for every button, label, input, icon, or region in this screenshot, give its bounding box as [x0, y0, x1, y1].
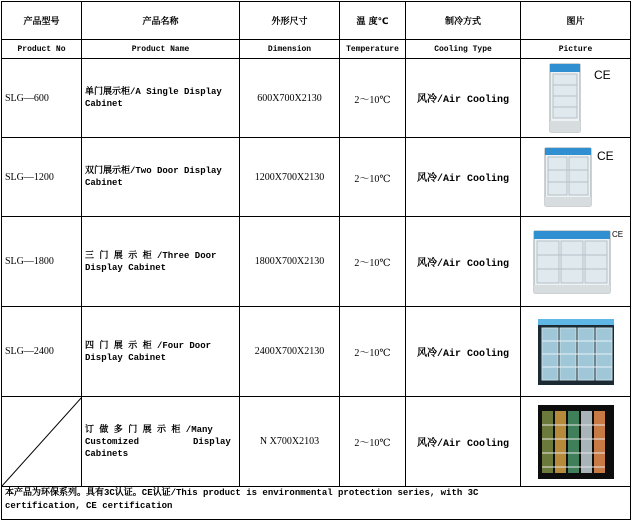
product-no: SLG—2400	[2, 307, 82, 397]
dimension: 1200X700X2130	[240, 138, 340, 217]
product-no-empty	[2, 397, 82, 487]
product-name-line: 三 门 展 示 柜 /Three Door	[85, 250, 217, 261]
header-cooling-cn: 制冷方式	[406, 2, 521, 40]
table-row	[2, 138, 631, 217]
product-name-line: Cabinets	[85, 448, 129, 459]
header-product-no-en: Product No	[2, 40, 82, 59]
spec-sheet	[1, 1, 630, 520]
diagonal-slash	[2, 397, 82, 486]
ce-mark: CE	[611, 229, 623, 239]
header-row-cn	[2, 2, 631, 40]
header-temperature-cn: 温 度℃	[340, 2, 406, 40]
header-temperature-en: Temperature	[340, 40, 406, 59]
table-row	[2, 307, 631, 397]
product-no: SLG—1800	[2, 217, 82, 307]
temperature: 2～10℃	[340, 138, 406, 217]
table-row	[2, 397, 631, 487]
single-door-cabinet-image	[536, 61, 616, 135]
header-cooling-en: Cooling Type	[406, 40, 521, 59]
product-name-line: Display Cabinet	[85, 352, 167, 363]
cooling-type: 风冷/Air Cooling	[406, 307, 521, 397]
product-name-line: Cabinet	[85, 99, 123, 109]
product-name	[82, 397, 240, 487]
product-name-line: Cabinet	[85, 178, 123, 188]
ce-mark: CE	[596, 149, 614, 163]
product-name-line: 四 门 展 示 柜 /Four Door	[85, 340, 212, 351]
temperature: 2～10℃	[340, 307, 406, 397]
two-door-cabinet-image	[531, 144, 621, 210]
cooling-type: 风冷/Air Cooling	[406, 138, 521, 217]
header-product-name-cn: 产品名称	[82, 2, 240, 40]
header-picture-cn: 图片	[521, 2, 631, 40]
temperature: 2～10℃	[340, 217, 406, 307]
footer-line: certification, CE certification	[5, 501, 173, 511]
product-name-line: 单门展示柜/A Single Display	[85, 87, 222, 97]
dimension: N X700X2103	[240, 397, 340, 487]
footer-row	[2, 487, 631, 520]
product-spec-table	[1, 1, 631, 520]
cooling-type: 风冷/Air Cooling	[406, 217, 521, 307]
three-door-cabinet-image	[526, 225, 626, 299]
product-picture	[521, 217, 631, 307]
temperature: 2～10℃	[340, 397, 406, 487]
multi-door-cabinet-image	[536, 403, 616, 481]
table-row	[2, 59, 631, 138]
dimension: 1800X700X2130	[240, 217, 340, 307]
product-name	[82, 307, 240, 397]
dimension: 600X700X2130	[240, 59, 340, 138]
product-name	[82, 217, 240, 307]
product-name-line: 订 做 多 门 展 示 柜 /Many	[85, 424, 213, 435]
product-name-line: Customized Display	[85, 436, 231, 447]
header-picture-en: Picture	[521, 40, 631, 59]
product-name	[82, 138, 240, 217]
header-dimension-cn: 外形尺寸	[240, 2, 340, 40]
header-row-en	[2, 40, 631, 59]
product-picture	[521, 138, 631, 217]
footer-line: 本产品为环保系列。具有3C认证。CE认证/This product is environmental protection series, with 3C	[5, 488, 479, 498]
product-picture	[521, 397, 631, 487]
product-name	[82, 59, 240, 138]
four-door-cabinet-image	[536, 317, 616, 387]
product-no: SLG—1200	[2, 138, 82, 217]
cooling-type: 风冷/Air Cooling	[406, 59, 521, 138]
product-name-line: Display Cabinet	[85, 262, 167, 273]
header-product-no-cn: 产品型号	[2, 2, 82, 40]
footer-note	[2, 487, 631, 520]
cooling-type: 风冷/Air Cooling	[406, 397, 521, 487]
table-row	[2, 217, 631, 307]
header-product-name-en: Product Name	[82, 40, 240, 59]
header-dimension-en: Dimension	[240, 40, 340, 59]
temperature: 2～10℃	[340, 59, 406, 138]
product-no: SLG—600	[2, 59, 82, 138]
product-picture	[521, 307, 631, 397]
product-picture	[521, 59, 631, 138]
ce-mark: CE	[593, 68, 611, 82]
product-name-line: 双门展示柜/Two Door Display	[85, 166, 222, 176]
dimension: 2400X700X2130	[240, 307, 340, 397]
